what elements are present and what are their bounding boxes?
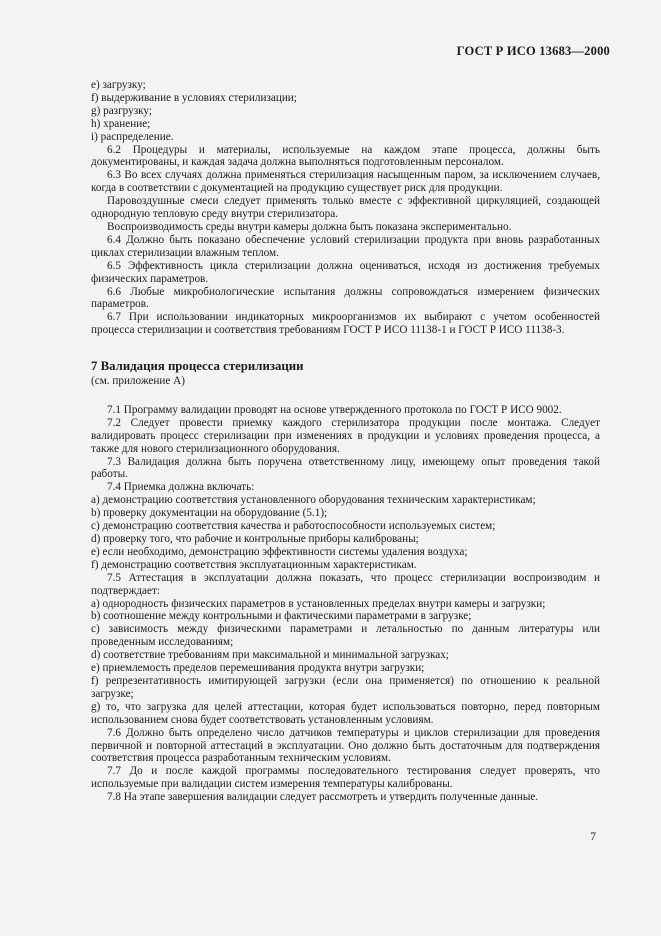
paragraph: 7.4 Приемка должна включать: <box>107 481 255 494</box>
page-number: 7 <box>590 831 596 843</box>
paragraph: 7.5 Аттестация в эксплуатации должна показать, что процесс стерилизации воспроизводим и подтверждает: <box>91 571 600 597</box>
paragraph: 7.6 Должно быть определено число датчиков температуры и циклов стерилизации для проведения первичной и повторной аттестаций в эксплуатации. Оно должно быть достаточным для подтверждения соответствия процесса разработанным техническим условиям. <box>91 726 600 765</box>
paragraph: 6.6 Любые микробиологические испытания должны сопровождаться измерением физических параметров. <box>91 285 600 311</box>
list-item: c) зависимость между физическими параметрами и летальностью по данным литературы или проведенным исследованиям; <box>91 623 600 649</box>
paragraph: Воспроизводимость среды внутри камеры должна быть показана экспериментально. <box>107 220 512 233</box>
paragraph: 7.3 Валидация должна быть поручена ответственному лицу, имеющему опыт проведения такой работы. <box>91 455 600 481</box>
paragraph: Паровоздушные смеси следует применять только вместе с эффективной циркуляцией, создающей однородную тепловую среду внутри стерилизатора. <box>91 195 600 221</box>
section-7-body <box>91 404 600 804</box>
section-6-continuation <box>91 79 600 337</box>
list-item: f) выдерживание в условиях стерилизации; <box>91 91 297 104</box>
list-item: f) репрезентативность имитирующей загрузки (если она применяется) по отношению к реальной загрузке; <box>91 674 600 700</box>
section-7-annex-reference: (см. приложение А) <box>91 375 185 388</box>
list-item: d) соответствие требованиям при максимальной и минимальной загрузках; <box>91 649 449 662</box>
list-item: d) проверку того, что рабочие и контрольные приборы калиброваны; <box>91 533 419 545</box>
paragraph: 6.3 Во всех случаях должна применяться стерилизация насыщенным паром, за исключением случаев, когда в соответствии с документацией на продукцию существует риск для продукции. <box>91 169 600 195</box>
list-item: g) разгрузку; <box>91 104 152 117</box>
spacer <box>91 388 600 404</box>
paragraph: 7.8 На этапе завершения валидации следует рассмотреть и утвердить полученные данные. <box>107 791 539 804</box>
paragraph: 6.4 Должно быть показано обеспечение условий стерилизации продукта при вновь разработанных циклах стерилизации влажным теплом. <box>91 233 600 259</box>
paragraph: 6.5 Эффективность цикла стерилизации должна оцениваться, исходя из достижения требуемых физических параметров. <box>91 259 600 285</box>
list-item: h) хранение; <box>91 117 151 130</box>
list-item: e) загрузку; <box>91 79 146 91</box>
list-item: b) проверку документации на оборудование (5.1); <box>91 507 328 520</box>
list-item: f) демонстрацию соответствия эксплуатационным характеристикам. <box>91 558 417 571</box>
list-item: b) соотношение между контрольными и фактическими параметрами в загрузке; <box>91 610 472 623</box>
paragraph: 6.2 Процедуры и материалы, используемые на каждом этапе процесса, должны быть документированы, и каждая задача должна выполняться подготовленным персоналом. <box>91 143 600 169</box>
list-item: a) однородность физических параметров в установленных пределах внутри камеры и загрузки; <box>91 597 546 610</box>
paragraph: 7.1 Программу валидации проводят на основе утвержденного протокола по ГОСТ Р ИСО 9002. <box>107 403 562 416</box>
list-item: e) если необходимо, демонстрацию эффективности системы удаления воздуха; <box>91 545 468 558</box>
list-item: e) приемлемость пределов перемешивания продукта внутри загрузки; <box>91 662 425 675</box>
list-item: i) распределение. <box>91 130 174 143</box>
section-7-title: 7 Валидация процесса стерилизации <box>91 359 304 374</box>
list-item: g) то, что загрузка для целей аттестации, которая будет использоваться повторно, перед повторным использованием снова будет соответствовать установленным условиям. <box>91 700 600 726</box>
page-content <box>91 79 600 804</box>
list-item: c) демонстрацию соответствия качества и работоспособности используемых систем; <box>91 520 496 533</box>
paragraph: 6.7 При использовании индикаторных микроорганизмов их выбирают с учетом особенностей процесса стерилизации и соответствия требованиям ГОСТ Р ИСО 11138-1 и ГОСТ Р ИСО 11138-3. <box>91 311 600 337</box>
page-header-standard-code: ГОСТ Р ИСО 13683—2000 <box>456 44 610 58</box>
list-item: a) демонстрацию соответствия установленного оборудования техническим характеристикам; <box>91 494 536 507</box>
paragraph: 7.7 До и после каждой программы последовательного тестирования следует проверять, что используемые при валидации систем измерения температуры калиброваны. <box>91 765 600 791</box>
paragraph: 7.2 Следует провести приемку каждого стерилизатора продукции после монтажа. Следует валидировать процесс стерилизации при изменениях в продукции и условиях проведения процесса, а также для нового стерилизационного оборудования. <box>91 416 600 455</box>
